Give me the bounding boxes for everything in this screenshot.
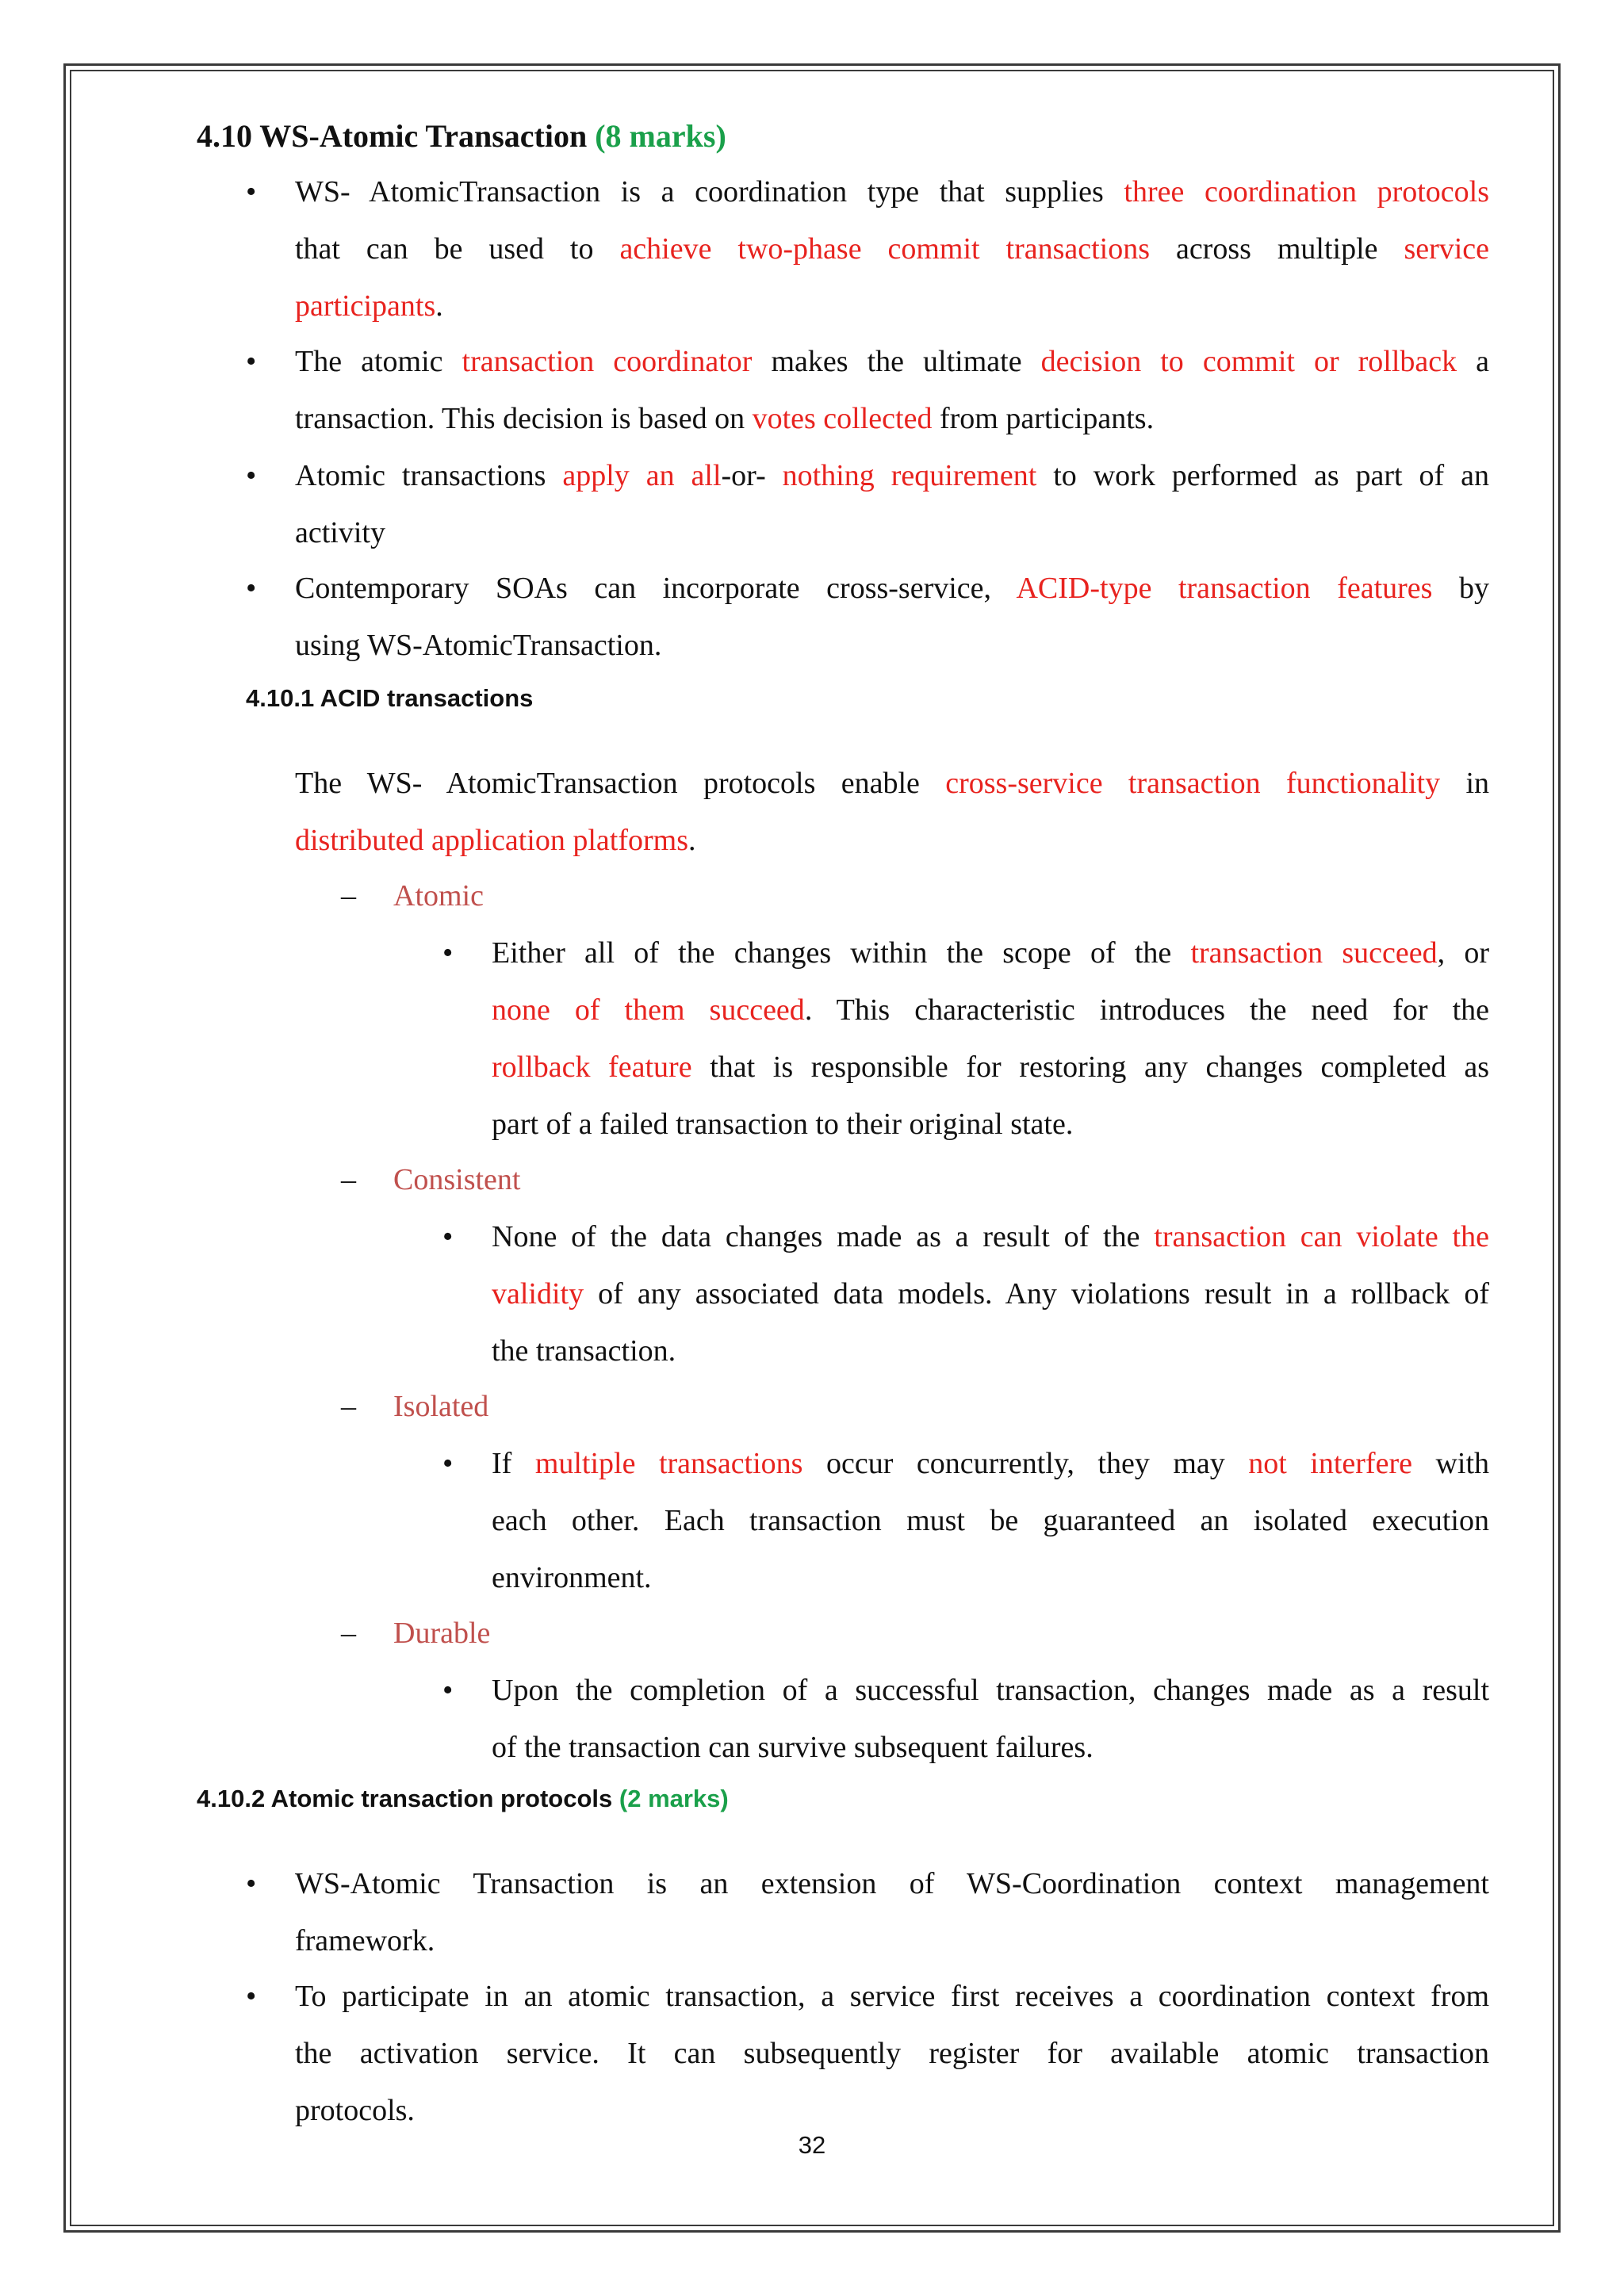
section-heading-title: 4.10 WS-Atomic Transaction [197,118,588,154]
bullet-icon: • [246,572,257,605]
bullet-icon: • [246,1980,257,2013]
isolated-line-3: environment. [492,1561,652,1594]
intro-bullet-3-line-1: Atomic transactions apply an all-or- nothing requirement to work performed as part of an [295,459,1490,492]
protocols-bullet-2-line-2: the activation service. It can subsequently register for available atomic transaction [295,2037,1489,2070]
durable-line-2: of the transaction can survive subsequent failures. [492,1731,1094,1764]
acid-intro-line-1: The WS- AtomicTransaction protocols enable cross-service transaction functionality in [295,767,1490,800]
page-number: 32 [798,2131,826,2159]
protocols-bullet-1-line-1: WS-Atomic Transaction is an extension of WS-Coordination context management [295,1867,1489,1900]
bullet-icon: • [246,345,257,378]
intro-bullet-2-line-2: transaction. This decision is based on votes collected from participants. [295,402,1155,435]
intro-bullet-2-line-1: The atomic transaction coordinator makes the ultimate decision to commit or rollback a [295,345,1490,378]
consistent-line-1: None of the data changes made as a result of the transaction can violate the [492,1220,1489,1253]
section-heading-marks: (8 marks) [595,118,726,154]
bullet-icon: • [246,459,257,492]
consistent-line-3: the transaction. [492,1334,676,1368]
atomic-line-2: none of them succeed. This characteristic introduces the need for the [492,993,1489,1027]
atomic-line-4: part of a failed transaction to their original state. [492,1108,1074,1141]
acid-durable-label: Durable [393,1617,491,1650]
bullet-icon: • [246,1867,257,1900]
protocols-bullet-2-line-1: To participate in an atomic transaction, a service first receives a coordination context from [295,1980,1489,2013]
atomic-line-1: Either all of the changes within the scope of the transaction succeed, or [492,936,1489,970]
protocols-bullet-1-line-2: framework. [295,1924,435,1957]
acid-atomic-label: Atomic [393,879,484,913]
bullet-icon: • [442,936,454,970]
isolated-line-2: each other. Each transaction must be guaranteed an isolated execution [492,1504,1489,1537]
durable-line-1: Upon the completion of a successful transaction, changes made as a result [492,1674,1489,1707]
acid-consistent-label: Consistent [393,1163,521,1196]
bullet-icon: • [442,1674,454,1707]
dash-icon: – [341,1163,356,1196]
isolated-line-1: If multiple transactions occur concurrently, they may not interfere with [492,1447,1490,1480]
intro-bullet-4-line-2: using WS-AtomicTransaction. [295,629,662,662]
intro-bullet-1-line-1: WS- AtomicTransaction is a coordination type that supplies three coordination protocols [295,175,1489,209]
bullet-icon: • [442,1447,454,1480]
intro-bullet-1-line-2: that can be used to achieve two-phase commit transactions across multiple service [295,232,1490,266]
intro-bullet-4-line-1: Contemporary SOAs can incorporate cross-service, ACID-type transaction features by [295,572,1489,605]
dash-icon: – [341,879,356,913]
intro-bullet-1-line-3: participants. [295,289,443,323]
intro-bullet-3-line-2: activity [295,516,385,549]
dash-icon: – [341,1390,356,1423]
dash-icon: – [341,1617,356,1650]
protocols-heading: 4.10.2 Atomic transaction protocols (2 marks) [197,1785,729,1812]
bullet-icon: • [442,1220,454,1253]
consistent-line-2: validity of any associated data models. Any violations result in a rollback of [492,1277,1489,1311]
bullet-icon: • [246,175,257,209]
acid-heading: 4.10.1 ACID transactions [246,684,534,712]
protocols-bullet-2-line-3: protocols. [295,2094,415,2127]
acid-intro-line-2: distributed application platforms. [295,824,696,857]
section-heading [197,108,1465,165]
acid-isolated-label: Isolated [393,1390,489,1423]
atomic-line-3: rollback feature that is responsible for restoring any changes completed as [492,1050,1489,1084]
